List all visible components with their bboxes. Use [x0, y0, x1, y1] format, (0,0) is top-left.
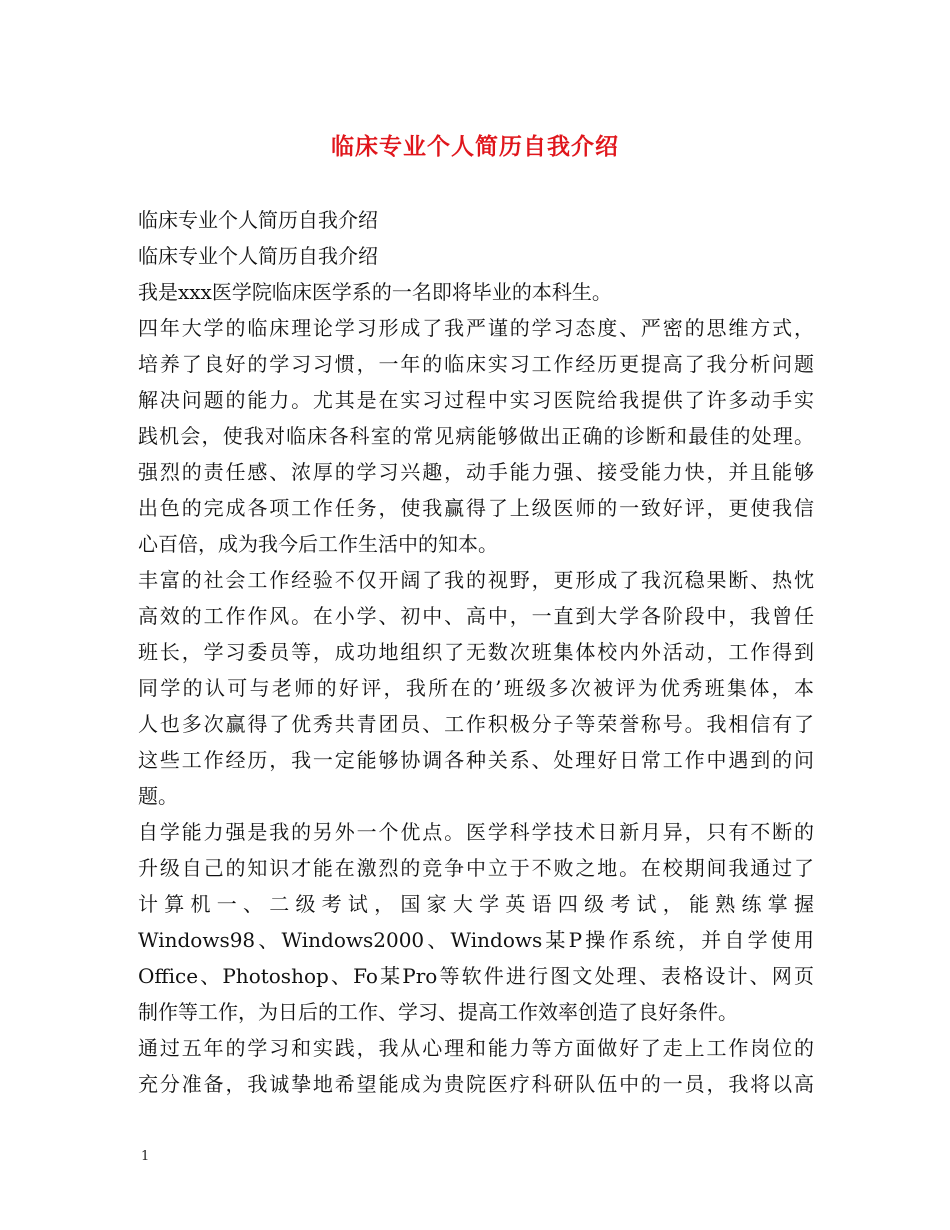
- body-line: 四年大学的临床理论学习形成了我严谨的学习态度、严密的思维方式，: [138, 316, 814, 340]
- body-line: 临床专业个人简历自我介绍: [138, 244, 378, 268]
- body-line: 通过五年的学习和实践，我从心理和能力等方面做好了走上工作岗位的: [138, 1036, 814, 1060]
- body-line: 题。: [138, 784, 178, 808]
- body-line: Office、Photoshop、Fo某Pro等软件进行图文处理、表格设计、网页: [138, 964, 814, 988]
- document-title: 临床专业个人简历自我介绍: [331, 133, 619, 160]
- page-number: 1: [141, 1149, 150, 1164]
- body-line: 同学的认可与老师的好评，我所在的’班级多次被评为优秀班集体，本: [138, 676, 814, 700]
- body-line: 出色的完成各项工作任务，使我赢得了上级医师的一致好评，更使我信: [138, 496, 814, 520]
- body-line: 我是xxx医学院临床医学系的一名即将毕业的本科生。: [138, 280, 612, 304]
- body-line: 临床专业个人简历自我介绍: [138, 208, 378, 232]
- body-line: 自学能力强是我的另外一个优点。医学科学技术日新月异，只有不断的: [138, 820, 814, 844]
- body-line: 践机会，使我对临床各科室的常见病能够做出正确的诊断和最佳的处理。: [138, 424, 814, 448]
- body-line: 培养了良好的学习习惯，一年的临床实习工作经历更提高了我分析问题: [138, 352, 814, 376]
- body-line: Windows98、Windows2000、Windows某P操作系统，并自学使用: [138, 928, 814, 952]
- body-line: 高效的工作作风。在小学、初中、高中，一直到大学各阶段中，我曾任: [138, 604, 814, 628]
- body-line: 人也多次赢得了优秀共青团员、工作积极分子等荣誉称号。我相信有了: [138, 712, 814, 736]
- body-line: 这些工作经历，我一定能够协调各种关系、处理好日常工作中遇到的问: [138, 748, 814, 772]
- body-line: 计算机一、二级考试，国家大学英语四级考试，能熟练掌握: [138, 892, 814, 916]
- body-line: 丰富的社会工作经验不仅开阔了我的视野，更形成了我沉稳果断、热忱: [138, 568, 814, 592]
- body-line: 班长，学习委员等，成功地组织了无数次班集体校内外活动，工作得到: [138, 640, 814, 664]
- body-line: 充分准备，我诚挚地希望能成为贵院医疗科研队伍中的一员，我将以高: [138, 1072, 814, 1096]
- body-line: 心百倍，成为我今后工作生活中的知本。: [138, 532, 498, 556]
- body-line: 制作等工作，为日后的工作、学习、提高工作效率创造了良好条件。: [138, 1000, 738, 1024]
- body-line: 解决问题的能力。尤其是在实习过程中实习医院给我提供了许多动手实: [138, 388, 814, 412]
- document-body: [138, 202, 814, 1102]
- body-line: 强烈的责任感、浓厚的学习兴趣，动手能力强、接受能力快，并且能够: [138, 460, 814, 484]
- body-line: 升级自己的知识才能在激烈的竞争中立于不败之地。在校期间我通过了: [138, 856, 814, 880]
